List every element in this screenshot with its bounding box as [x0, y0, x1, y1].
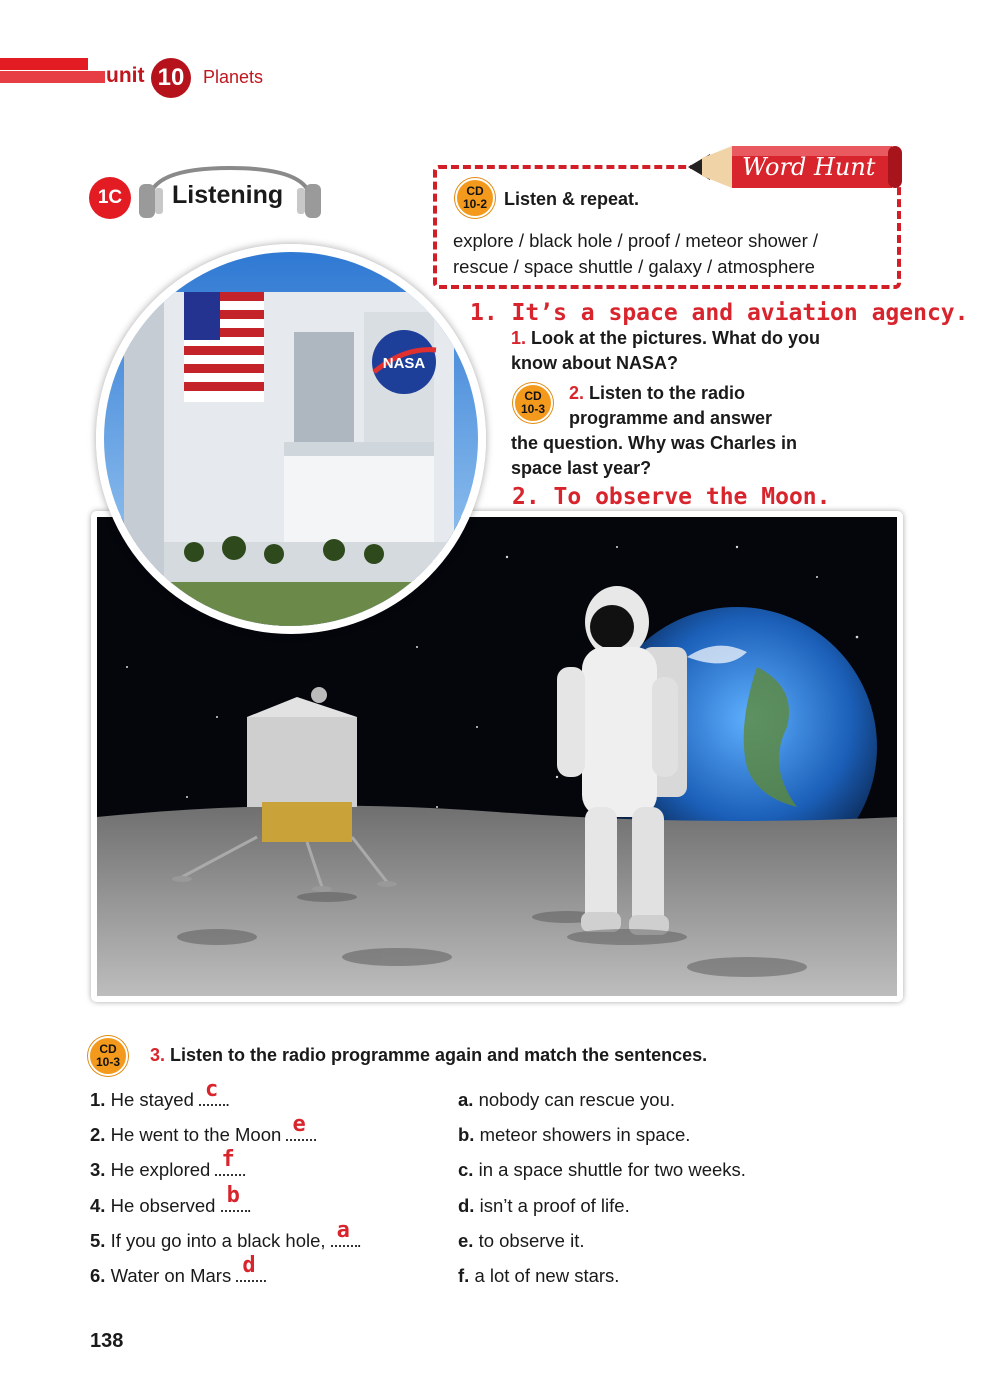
list-item: e. to observe it.: [458, 1229, 585, 1251]
answer-blank[interactable]: f: [215, 1162, 241, 1176]
question-1: [511, 326, 831, 376]
list-item: 3. He explored f .: [90, 1147, 247, 1181]
unit-label: unit: [106, 64, 145, 87]
word-hunt-instruction: Listen & repeat.: [504, 189, 640, 209]
list-item: b. meteor showers in space.: [458, 1124, 691, 1146]
sentence-starts-list: [90, 1077, 450, 1300]
section-badge: 1C: [89, 177, 131, 219]
answer-blank[interactable]: c: [199, 1092, 225, 1106]
question-2: [511, 381, 831, 481]
answer-blank[interactable]: b: [221, 1198, 247, 1212]
svg-text:NASA: NASA: [382, 355, 426, 372]
exercise-3-instruction: [150, 1043, 707, 1068]
question-text: programme and answer: [569, 408, 773, 428]
list-item: a. nobody can rescue you.: [458, 1089, 676, 1110]
question-text: the question. Why was Charles in space last year?: [511, 433, 798, 478]
cd-icon: CD 10-2: [455, 178, 495, 218]
section-title: Listening: [172, 181, 284, 209]
list-item: c. in a space shuttle for two weeks.: [458, 1159, 746, 1181]
list-item: d. isn’t a proof of life.: [458, 1194, 630, 1216]
question-text: Look at the pictures. What do you know about NASA?: [511, 328, 821, 373]
word-list-line: explore / black hole / proof / meteor shower /: [453, 230, 819, 251]
question-number: 2.: [569, 383, 585, 403]
word-list-line: rescue / space shuttle / galaxy / atmosphere: [453, 256, 815, 277]
handwritten-answer-2: 2. To observe the Moon.: [512, 484, 831, 510]
list-item: 5. If you go into a black hole, a .: [90, 1217, 362, 1251]
nasa-logo: [372, 330, 436, 394]
sentence-endings-list: [458, 1089, 878, 1300]
list-item: 2. He went to the Moon e .: [90, 1112, 318, 1146]
answer-blank[interactable]: a: [331, 1233, 357, 1247]
word-hunt-words: [453, 228, 883, 280]
unit-title: Planets: [203, 67, 264, 87]
question-number: 1.: [511, 328, 527, 348]
list-item: f. a lot of new stars.: [458, 1264, 620, 1286]
list-item: 6. Water on Mars d .: [90, 1252, 268, 1286]
question-text: Listen to the radio programme again and match the sentences.: [165, 1045, 708, 1065]
list-item: 4. He observed b .: [90, 1182, 252, 1216]
header-bar: [0, 58, 88, 70]
unit-number-badge: 10: [151, 58, 191, 98]
question-text: Listen to the radio: [584, 383, 746, 403]
cd-icon: CD 10-3: [88, 1036, 128, 1076]
header-bar-lower: [0, 71, 105, 83]
page-number: 138: [90, 1330, 124, 1352]
nasa-building-illustration: [104, 252, 478, 626]
us-flag-icon: [184, 292, 264, 402]
handwritten-answer-1: 1. It’s a space and aviation agency.: [470, 300, 969, 326]
answer-blank[interactable]: e: [286, 1127, 312, 1141]
list-item: 1. He stayed c .: [90, 1077, 231, 1110]
nasa-building-photo: [96, 244, 486, 634]
cd-icon: CD 10-3: [513, 383, 553, 423]
question-number: 3.: [150, 1045, 166, 1065]
word-hunt-label: Word Hunt: [742, 153, 876, 181]
answer-blank[interactable]: d: [236, 1268, 262, 1282]
